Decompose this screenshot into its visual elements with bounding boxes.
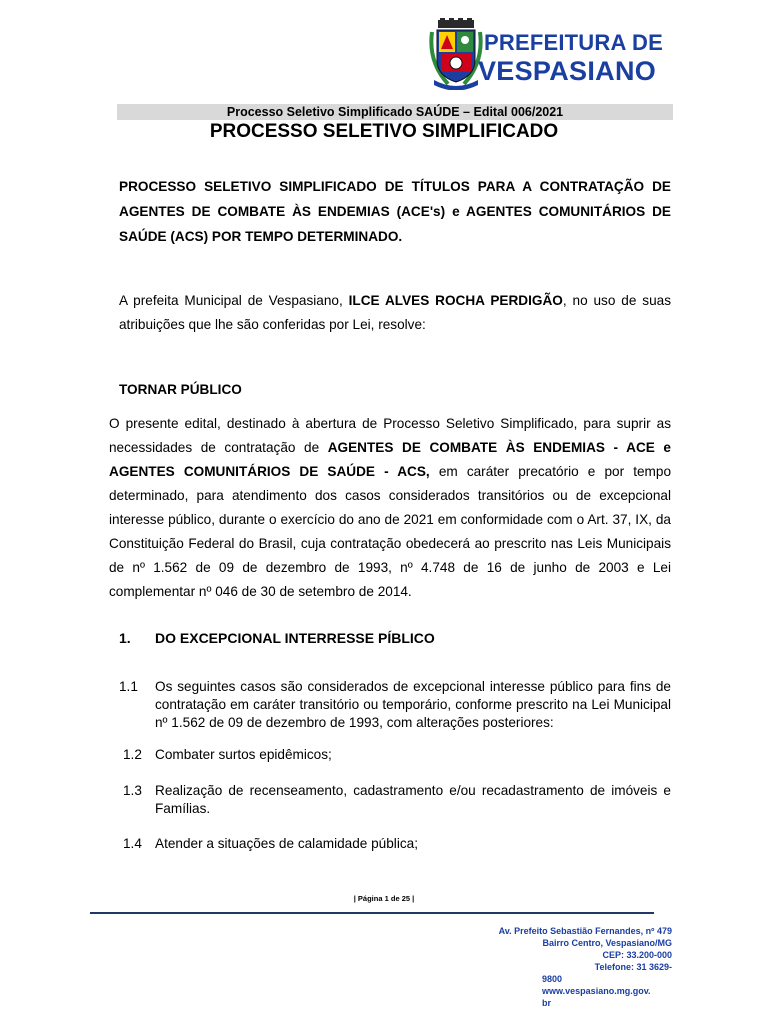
address-website-cont: br (542, 998, 551, 1008)
footer-divider (90, 912, 654, 914)
intro-heading: PROCESSO SELETIVO SIMPLIFICADO DE TÍTULOS PARA A CONTRATAÇÃO DE AGENTES DE COMBATE ÀS ENDEMIAS (ACE's) e AGENTES COMUNITÁRIOS DE SAÚDE (ACS) POR TEMPO DETERMINADO. (119, 179, 671, 244)
edital-paragraph-before: O presente edital, destinado à abertura de Processo Seletivo Simplificado, para suprir as necessidades de contratação de (109, 416, 671, 455)
edital-paragraph (109, 412, 671, 604)
address-cep: CEP: 33.200-000 (602, 950, 672, 960)
mayor-paragraph (119, 289, 671, 337)
brand-title-line1: PREFEITURA DE (484, 30, 664, 55)
item-text: Os seguintes casos são considerados de excepcional interesse público para fins de contratação em caráter transitório ou temporário, conforme prescrito na Lei Municipal nº 1.562 de 09 de dezembro de 1993, com alterações posteriores: (155, 679, 671, 730)
address-website: www.vespasiano.mg.gov. (542, 986, 651, 996)
item-text: Combater surtos epidêmicos; (155, 747, 332, 762)
address-street: Av. Prefeito Sebastião Fernandes, nº 479 (498, 926, 672, 936)
address-district: Bairro Centro, Vespasiano/MG (542, 938, 672, 948)
mayor-paragraph-before: A prefeita Municipal de Vespasiano, (119, 293, 349, 308)
page-number: | Página 1 de 25 | (353, 894, 415, 903)
edital-subtitle-bar: Processo Seletivo Simplificado SAÚDE – Edital 006/2021 (117, 104, 673, 120)
mayor-name: ILCE ALVES ROCHA PERDIGÃO (348, 293, 563, 308)
document-title: PROCESSO SELETIVO SIMPLIFICADO (209, 121, 559, 142)
edital-paragraph-bold: AGENTES DE COMBATE ÀS ENDEMIAS - ACE e AGENTES COMUNITÁRIOS DE SAÚDE - ACS, (109, 440, 671, 479)
item-number: 1.2 (123, 747, 142, 762)
item-text: Realização de recenseamento, cadastramento e/ou recadastramento de imóveis e Famílias. (155, 783, 671, 816)
tornar-publico-heading: TORNAR PÚBLICO (119, 382, 242, 397)
item-text: Atender a situações de calamidade pública; (155, 836, 418, 851)
address-phone-cont: 9800 (542, 974, 563, 984)
section-1-number: 1. (119, 630, 131, 646)
municipal-coat-of-arms-icon (428, 18, 484, 90)
edital-paragraph-after: em caráter precatório e por tempo determinado, para atendimento dos casos considerados transitórios ou de excepcional interesse público, durante o exercício do ano de 2021 em conformidade com o Art. 37, IX, da Constituição Federal do Brasil, cuja contratação obedecerá ao prescrito nas Leis Municipais de nº 1.562 de 09 de dezembro de 1993, nº 4.748 de 16 de junho de 2003 e Lei complementar nº 046 de 30 de setembro de 2014. (109, 464, 672, 599)
item-number: 1.4 (123, 836, 142, 851)
item-number: 1.1 (119, 679, 138, 694)
brand-title-line2: VESPASIANO (478, 56, 657, 86)
mayor-paragraph-after: , no uso de suas atribuições que lhe são conferidas por Lei, resolve: (119, 293, 671, 332)
section-1-title: DO EXCEPCIONAL INTERRESSE PÍBLICO (155, 630, 435, 646)
item-number: 1.3 (123, 783, 142, 798)
footer-address (460, 925, 672, 1009)
address-phone: Telefone: 31 3629- (594, 962, 672, 972)
